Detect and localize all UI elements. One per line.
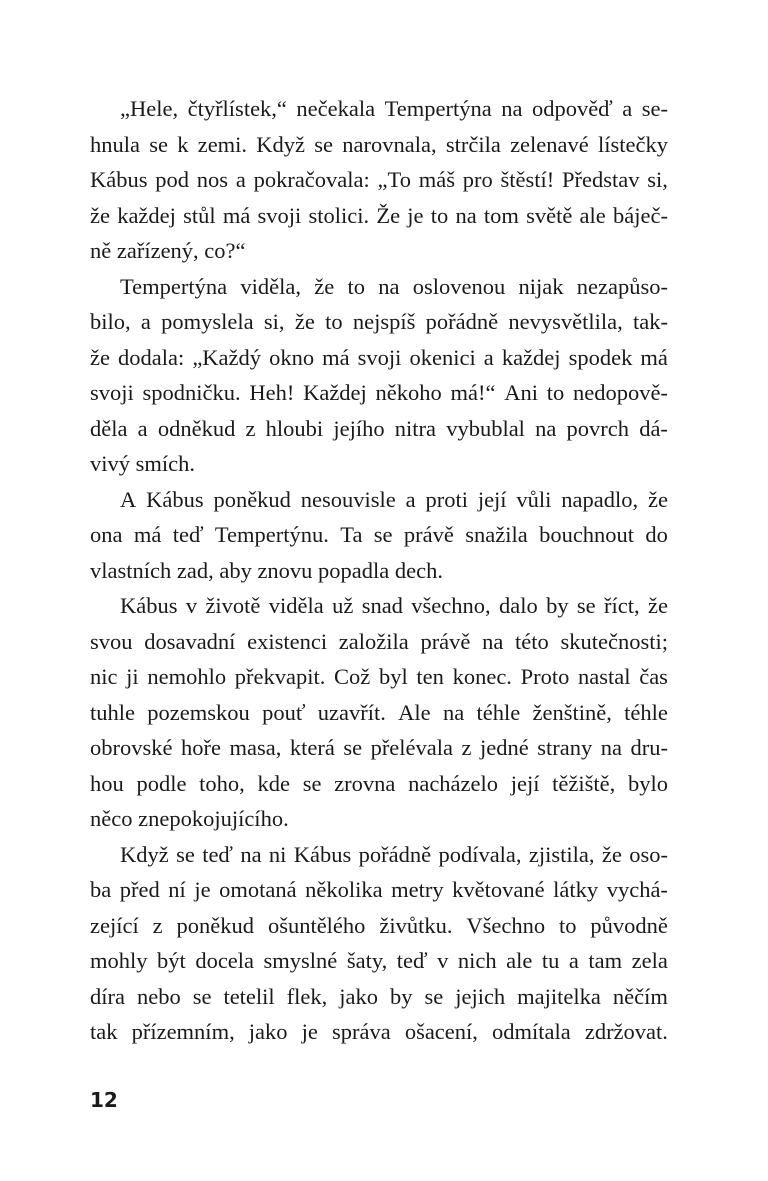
paragraph bbox=[90, 269, 668, 482]
text-line: zející z poněkud ošuntělého živůtku. Všechno to původně bbox=[90, 912, 668, 938]
text-line: nic ji nemohlo překvapit. Což byl ten konec. Proto nastal čas bbox=[90, 664, 668, 689]
text-line: „Hele, čtyřlístek,“ nečekala Tempertýna na odpověď a se- bbox=[120, 96, 668, 121]
text-line: díra nebo se tetelil flek, jako by se jejich majitelka něčím bbox=[90, 983, 668, 1009]
text-line: vlastních zad, aby znovu popadla dech. bbox=[90, 557, 444, 583]
paragraph bbox=[90, 482, 668, 589]
text-line: děla a odněkud z hloubi jejího nitra vybublal na povrch dá- bbox=[90, 415, 668, 441]
text-line: hou podle toho, kde se zrovna nacházelo její těžiště, bylo bbox=[90, 770, 668, 796]
text-line: hnula se k zemi. Když se narovnala, strčila zelenavé lístečky bbox=[90, 131, 668, 157]
text-line: bilo, a pomyslela si, že to nejspíš pořádně nevysvětlila, tak- bbox=[90, 309, 668, 334]
text-line: A Kábus poněkud nesouvisle a proti její vůli napadlo, že bbox=[120, 486, 668, 512]
text-line: ně zařízený, co?“ bbox=[90, 238, 246, 263]
text-line: mohly být docela smyslné šaty, teď v nich ale tu a tam zela bbox=[90, 948, 668, 973]
paragraph bbox=[90, 91, 668, 269]
text-line: Tempertýna viděla, že to na oslovenou nijak nezapůso- bbox=[120, 273, 668, 299]
text-line: ona má teď Tempertýnu. Ta se právě snažila bouchnout do bbox=[90, 522, 668, 547]
text-line: že každej stůl má svoji stolici. Že je to na tom světě ale báječ- bbox=[90, 202, 668, 228]
text-line: obrovské hoře masa, která se přelévala z jedné strany na dru- bbox=[90, 735, 668, 760]
text-line: svoji spodničku. Heh! Každej někoho má!“ Ani to nedopově- bbox=[90, 380, 668, 405]
body-text bbox=[90, 91, 668, 1050]
text-line: Když se teď na ni Kábus pořádně podívala, zjistila, že oso- bbox=[120, 841, 668, 867]
text-line: vivý smích. bbox=[90, 451, 195, 476]
text-line: že dodala: „Každý okno má svoji okenici a každej spodek má bbox=[90, 344, 668, 370]
text-line: něco znepokojujícího. bbox=[90, 806, 289, 831]
text-line: tak přízemním, jako je správa ošacení, odmítala zdržovat. bbox=[90, 1019, 668, 1044]
text-line: tuhle pozemskou pouť uzavřít. Ale na téhle ženštině, téhle bbox=[90, 699, 668, 725]
text-line: Kábus pod nos a pokračovala: „To máš pro štěstí! Představ si, bbox=[90, 167, 668, 192]
text-line: Kábus v životě viděla už snad všechno, dalo by se říct, že bbox=[120, 593, 668, 618]
paragraph bbox=[90, 837, 668, 1050]
paragraph bbox=[90, 588, 668, 837]
page-number: 12 bbox=[90, 1088, 118, 1112]
text-line: ba před ní je omotaná několika metry květované látky vychá- bbox=[90, 877, 668, 902]
text-line: svou dosavadní existenci založila právě na této skutečnosti; bbox=[90, 628, 668, 654]
